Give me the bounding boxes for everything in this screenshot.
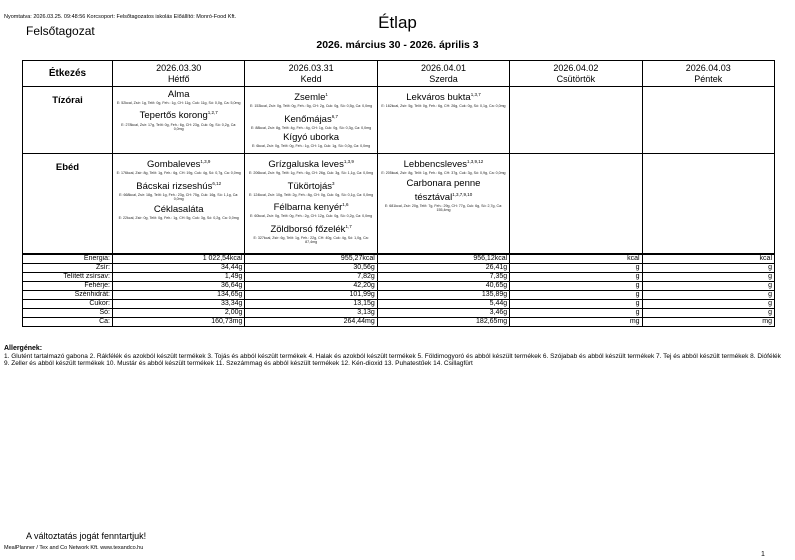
dish-name (246, 156, 375, 170)
nutrition-value: 36,64g (113, 282, 245, 291)
meal-cell (642, 87, 774, 154)
dish-nutrition: E: 176kcal, Zsír: 8g, Telít: 1g, Feh.: 6g, CH: 19g, Cuk: 4g, Só: 0,7g, Ca: 0,0mg (116, 171, 241, 176)
nutrition-value: 955,27kcal (245, 255, 377, 264)
allergen-codes: 3 (332, 180, 335, 186)
nutrition-value: g (510, 309, 642, 318)
dish-label: Bácskai rizseshús (136, 180, 213, 192)
nutrition-value: 101,99g (245, 291, 377, 300)
dish-name (114, 156, 243, 170)
dish-label: Tükörtojás (287, 180, 332, 192)
dish-nutrition: E: 681kcal, Zsír: 20g, Telít: 7g, Feh.: 29g, CH: 77g, Cuk: 6g, Só: 2,7g, Ca: 155,4mg (384, 203, 503, 213)
dish-nutrition: E: 206kcal, Zsír: 9g, Telít: 1g, Feh.: 6g, CH: 26g, Cuk: 3g, Só: 1,1g, Ca: 0,0mg (248, 171, 374, 176)
dish-label: Kenőmájas (284, 113, 332, 125)
allergen-codes: 1,3,7,9,10 (452, 191, 473, 197)
meal-name: Ebéd (23, 154, 113, 254)
nutrition-value: g (510, 291, 642, 300)
dish-nutrition: E: 327kcal, Zsír: 6g, Telít: 1g, Feh.: 22g, CH: 40g, Cuk: 4g, Só: 1,0g, Ca: 87,4mg (253, 235, 369, 245)
day-date: 2026.04.01 (420, 63, 466, 73)
dish-label: Zöldborsó főzelék (270, 223, 346, 235)
dish-label: Félbarna kenyér (273, 202, 343, 214)
dish-name (246, 132, 375, 143)
dish-nutrition: E: 6kcal, Zsír: 0g, Telít: 0g, Feh.: 1g, CH: 1g, Cuk: 1g, Só: 0,0g, Ca: 0,0mg (251, 144, 371, 149)
day-name: Szerda (429, 74, 458, 84)
school-level: Felsőtagozat (26, 24, 95, 38)
nutrition-value: g (642, 264, 774, 273)
allergen-codes: 6,12 (212, 180, 222, 186)
nutrition-label: Energia: (23, 255, 113, 264)
footer-rights: A változtatás jogát fenntartjuk! (26, 531, 147, 541)
nutrition-value: g (642, 291, 774, 300)
dish-label: Gombaleves (147, 159, 201, 171)
dish-nutrition: E: 124kcal, Zsír: 10g, Telít: 2g, Feh.: 8g, CH: 0g, Cuk: 0g, Só: 0,1g, Ca: 0,0mg (248, 192, 374, 197)
allergen-codes: 1,7 (345, 223, 352, 229)
meal-cell (510, 154, 642, 254)
nutrition-value: 3,46g (377, 309, 509, 318)
nutrition-value: 7,82g (245, 273, 377, 282)
meal-row-tizorai (23, 87, 775, 154)
dish-name (246, 111, 375, 125)
allergens (4, 345, 784, 368)
nutrition-value: 3,13g (245, 309, 377, 318)
nutrition-value: kcal (510, 255, 642, 264)
meal-cell (377, 87, 509, 154)
nutrition-row (23, 300, 775, 309)
day-date: 2026.04.03 (685, 63, 731, 73)
meal-cell (510, 87, 642, 154)
allergen-codes: 1,2,7 (207, 110, 218, 116)
dish-label: Kígyó uborka (283, 132, 340, 144)
nutrition-value: 135,89g (377, 291, 509, 300)
menu-table (22, 60, 775, 254)
day-header (245, 61, 377, 87)
nutrition-row (23, 318, 775, 327)
nutrition-value: 1 022,54kcal (113, 255, 245, 264)
day-header (642, 61, 774, 87)
dish-label: Lebbencsleves (403, 159, 468, 171)
nutrition-value: 42,20g (245, 282, 377, 291)
day-date: 2026.03.30 (156, 63, 202, 73)
page-number: 1 (761, 551, 765, 558)
allergen-codes: 1,3,9 (200, 159, 211, 164)
dish-label: Céklasaláta (153, 203, 204, 215)
meal-cell (642, 154, 774, 254)
nutrition-value: g (642, 309, 774, 318)
nutrition-value: 26,41g (377, 264, 509, 273)
nutrition-value: 1,49g (113, 273, 245, 282)
page-title: Étlap (378, 13, 417, 32)
dish-name (114, 204, 243, 215)
dish-name (379, 89, 508, 103)
nutrition-value: kcal (642, 255, 774, 264)
print-meta: Nyomtatva: 2026.03.25. 09:48:56 Korcsoport: Felsőtagozatos iskolás Előállító: Monró-Food Kft. (4, 14, 237, 20)
nutrition-value: mg (510, 318, 642, 327)
dish-nutrition: E: 153kcal, Zsír: 0g, Telít: 0g, Feh.: 5g, CH: 2g, Cuk: 0g, Só: 0,5g, Ca: 0,0mg (249, 104, 373, 109)
meal-cell (113, 154, 245, 254)
nutrition-value: mg (642, 318, 774, 327)
dish-label: Grízgaluska leves (268, 159, 344, 171)
date-range: 2026. március 30 - 2026. április 3 (316, 39, 479, 51)
nutrition-label: Ca: (23, 318, 113, 327)
dish-label: Alma (167, 89, 190, 100)
day-date: 2026.03.31 (288, 63, 334, 73)
nutrition-value: 7,35g (377, 273, 509, 282)
dish-name (246, 221, 375, 235)
allergen-codes: 1,3,9 (343, 159, 354, 164)
nutrition-value: 956,12kcal (377, 255, 509, 264)
nutrition-value: g (510, 264, 642, 273)
allergens-list: 1. Glutént tartalmazó gabona 2. Rákfélék és azokból készült termékek 3. Tojás és abból készült termékek 4. Halak és azokból készült termékek 5. Földimogyoró és abból készült termékek 6. Szójabab és abból készült termékek 7. Tej és abból készült termékek 8. Diófélék 9. Zeller és abból készült termékek 10. Mustár és abból készült termékek 11. Szezámmag és abból készült termékek 12. Kén-dioxid 13. Puhatestűek 14. Csillagfürt (4, 352, 781, 367)
allergens-title: Allergének: (4, 345, 43, 352)
day-name: Kedd (300, 74, 322, 84)
day-header (377, 61, 509, 87)
dish-label: Tepertős korong (139, 110, 208, 122)
nutrition-value: 134,65g (113, 291, 245, 300)
nutrition-value: 264,44mg (245, 318, 377, 327)
dish-name (246, 89, 375, 103)
nutrition-value: 40,65g (377, 282, 509, 291)
meal-cell (113, 87, 245, 154)
dish-nutrition: E: 88kcal, Zsír: 8g, Telít: 4g, Feh.: 4g, CH: 1g, Cuk: 0g, Só: 0,3g, Ca: 0,0mg (250, 125, 372, 130)
nutrition-value: 5,44g (377, 300, 509, 309)
dish-name (246, 178, 375, 192)
nutrition-row (23, 273, 775, 282)
dish-name (114, 89, 243, 100)
dish-name (379, 156, 508, 170)
meal-cell (245, 154, 377, 254)
nutrition-row (23, 291, 775, 300)
dish-nutrition: E: 668kcal, Zsír: 18g, Telít: 1g, Feh.: 23g, CH: 75g, Cuk: 16g, Só: 1,1g, Ca: 0,0mg (119, 192, 239, 202)
nutrition-label: Fehérje: (23, 282, 113, 291)
dish-nutrition: E: 162kcal, Zsír: 5g, Telít: 0g, Feh.: 6g, CH: 26g, Cuk: 0g, Só: 0,1g, Ca: 0,0mg (381, 104, 506, 109)
nutrition-label: Só: (23, 309, 113, 318)
nutrition-table (22, 254, 775, 327)
dish-nutrition: E: 205kcal, Zsír: 8g, Telít: 1g, Feh.: 6g, CH: 37g, Cuk: 3g, Só: 0,9g, Ca: 0,0mg (381, 171, 506, 176)
nutrition-row (23, 309, 775, 318)
allergen-codes: 6,7 (331, 113, 338, 119)
dish-name (114, 107, 243, 121)
dish-name (114, 178, 243, 192)
nutrition-row (23, 255, 775, 264)
meal-cell (245, 87, 377, 154)
nutrition-label: Cukor: (23, 300, 113, 309)
allergen-codes: 1,6 (342, 202, 349, 208)
meal-header: Étkezés (23, 61, 113, 87)
dish-nutrition: E: 60kcal, Zsír: 0g, Telít: 0g, Feh.: 2g, CH: 12g, Cuk: 0g, Só: 0,2g, Ca: 0,0mg (249, 214, 373, 219)
nutrition-label: Telített zsírsav: (23, 273, 113, 282)
nutrition-value: 13,15g (245, 300, 377, 309)
day-header (113, 61, 245, 87)
day-name: Hétfő (167, 74, 190, 84)
day-date: 2026.04.02 (553, 63, 599, 73)
dish-name (379, 178, 508, 203)
nutrition-value: 34,44g (113, 264, 245, 273)
nutrition-value: g (642, 282, 774, 291)
nutrition-row (23, 264, 775, 273)
dish-label: Zsemle (294, 92, 326, 104)
dish-nutrition: E: 52kcal, Zsír: 1g, Telít: 0g, Feh.: 1g, CH: 11g, Cuk: 11g, Só: 0,0g, Ca: 5,0mg (116, 101, 241, 105)
dish-name (246, 199, 375, 213)
meal-cell (377, 154, 509, 254)
nutrition-value: 2,00g (113, 309, 245, 318)
day-name: Péntek (694, 74, 723, 84)
dish-nutrition: E: 22kcal, Zsír: 0g, Telít: 0g, Feh.: 1g, CH: 5g, Cuk: 3g, Só: 0,2g, Ca: 0,0mg (118, 215, 239, 220)
nutrition-value: g (642, 273, 774, 282)
allergen-codes: 1,3,7 (470, 92, 481, 97)
nutrition-value: g (510, 300, 642, 309)
dish-nutrition: E: 278kcal, Zsír: 17g, Telít: 0g, Feh.: 6g, CH: 23g, Cuk: 0g, Só: 0,2g, Ca: 0,0mg (121, 122, 237, 131)
nutrition-value: 160,73mg (113, 318, 245, 327)
nutrition-value: 30,56g (245, 264, 377, 273)
nutrition-row (23, 282, 775, 291)
dish-label: Carbonara penne tésztával (406, 177, 481, 203)
meal-row-ebed (23, 154, 775, 254)
allergen-codes: 1 (325, 92, 328, 97)
allergen-codes: 1,3,9,12 (467, 159, 484, 164)
dish-label: Lekváros bukta (406, 92, 471, 104)
meal-name: Tízórai (23, 87, 113, 154)
nutrition-value: g (510, 273, 642, 282)
nutrition-label: Zsír: (23, 264, 113, 273)
nutrition-value: 182,65mg (377, 318, 509, 327)
day-name: Csütörtök (556, 74, 596, 84)
nutrition-value: 33,34g (113, 300, 245, 309)
nutrition-label: Szénhidrát: (23, 291, 113, 300)
footer-credit: MealPlanner / Tex and Co Network Kft. www.texandco.hu (4, 545, 144, 551)
day-header (510, 61, 642, 87)
nutrition-value: g (510, 282, 642, 291)
nutrition-value: g (642, 300, 774, 309)
